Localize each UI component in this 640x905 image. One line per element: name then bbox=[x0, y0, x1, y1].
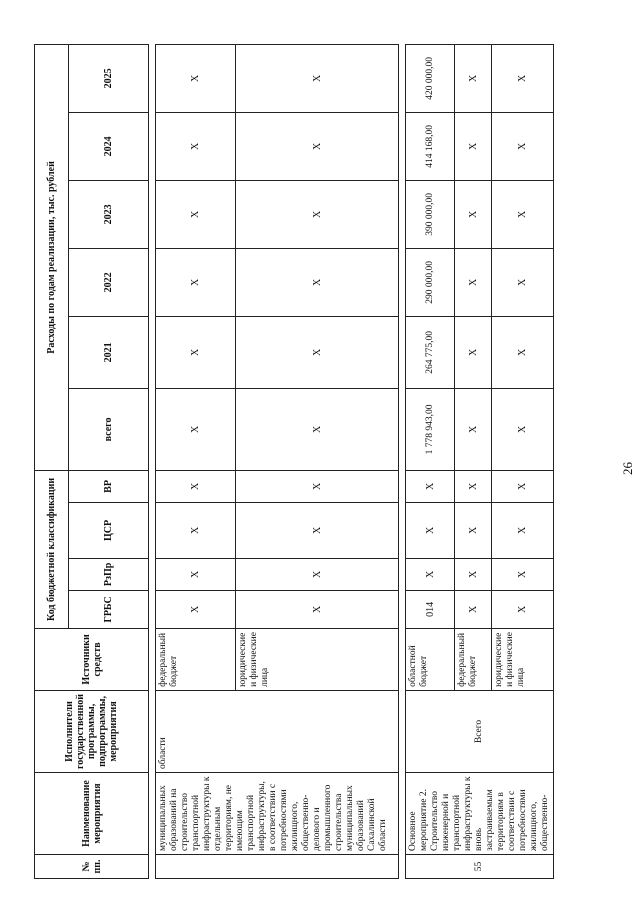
y2025-cell: X bbox=[455, 44, 492, 112]
header-rzpr: РзПр bbox=[69, 558, 149, 590]
y2025-cell: X bbox=[236, 44, 399, 112]
vr-cell: X bbox=[455, 470, 492, 502]
y2023-cell: X bbox=[156, 180, 236, 248]
row-num bbox=[156, 855, 399, 879]
header-grbs: ГРБС bbox=[69, 590, 149, 628]
measure-name: муниципальных образований на строительство транспортной инфраструктуры к отдельным территориям, не имеющим транспортной инфраструктуры, в соответствии с потребностями жилищного, общественно-делового и промышленного строительства муниципальных образований Сахалинской области bbox=[156, 773, 399, 855]
vr-cell: X bbox=[406, 470, 455, 502]
header-executor: Исполнители государственной программы, подпрограммы, мероприятия bbox=[35, 690, 149, 772]
csr-cell: X bbox=[236, 502, 399, 558]
y2025-cell: X bbox=[156, 44, 236, 112]
grbs-cell: X bbox=[236, 590, 399, 628]
source-cell: юридические и физические лица bbox=[492, 628, 554, 690]
y2024-cell: 414 168,00 bbox=[406, 112, 455, 180]
budget-table bbox=[34, 44, 554, 879]
csr-cell: X bbox=[455, 502, 492, 558]
y2023-cell: X bbox=[455, 180, 492, 248]
y2024-cell: X bbox=[156, 112, 236, 180]
y2023-cell: X bbox=[236, 180, 399, 248]
y2021-cell: X bbox=[455, 316, 492, 388]
vr-cell: X bbox=[492, 470, 554, 502]
grbs-cell: X bbox=[156, 590, 236, 628]
y2022-cell: X bbox=[492, 248, 554, 316]
rzpr-cell: X bbox=[406, 558, 455, 590]
y2021-cell: X bbox=[156, 316, 236, 388]
y2025-cell: X bbox=[492, 44, 554, 112]
csr-cell: X bbox=[156, 502, 236, 558]
y2024-cell: X bbox=[455, 112, 492, 180]
y2024-cell: X bbox=[492, 112, 554, 180]
total-cell: 1 778 943,00 bbox=[406, 388, 455, 470]
header-expenses: Расходы по годам реализации, тыс. рублей bbox=[35, 44, 69, 470]
grbs-cell: 014 bbox=[406, 590, 455, 628]
grbs-cell: X bbox=[455, 590, 492, 628]
total-cell: X bbox=[236, 388, 399, 470]
y2023-cell: 390 000,00 bbox=[406, 180, 455, 248]
rzpr-cell: X bbox=[236, 558, 399, 590]
header-2024: 2024 bbox=[69, 112, 149, 180]
y2021-cell: X bbox=[492, 316, 554, 388]
rzpr-cell: X bbox=[455, 558, 492, 590]
rzpr-cell: X bbox=[156, 558, 236, 590]
header-2023: 2023 bbox=[69, 180, 149, 248]
page-number: 26 bbox=[620, 462, 635, 475]
executor-cell: области bbox=[156, 690, 399, 772]
executor-cell: Всего bbox=[406, 690, 554, 772]
source-cell: федеральный бюджет bbox=[156, 628, 236, 690]
header-2021: 2021 bbox=[69, 316, 149, 388]
y2021-cell: X bbox=[236, 316, 399, 388]
vr-cell: X bbox=[156, 470, 236, 502]
header-csr: ЦСР bbox=[69, 502, 149, 558]
vr-cell: X bbox=[236, 470, 399, 502]
header-name: Наименование мероприятия bbox=[35, 773, 149, 855]
header-source: Источники средств bbox=[35, 628, 149, 690]
source-cell: федеральный бюджет bbox=[455, 628, 492, 690]
y2022-cell: X bbox=[236, 248, 399, 316]
header-vr: ВР bbox=[69, 470, 149, 502]
measure-name: Основное мероприятие 2. Строительство инженерной и транспортной инфраструктуры к вновь застраиваемым территориям в соответствии с потребностями жилищного, общественно- bbox=[406, 773, 554, 855]
header-2022: 2022 bbox=[69, 248, 149, 316]
total-cell: X bbox=[455, 388, 492, 470]
y2023-cell: X bbox=[492, 180, 554, 248]
y2025-cell: 420 000,00 bbox=[406, 44, 455, 112]
source-cell: юридические и физические лица bbox=[236, 628, 399, 690]
header-num: № пп. bbox=[35, 855, 149, 879]
y2021-cell: 264 775,00 bbox=[406, 316, 455, 388]
source-cell: областной бюджет bbox=[406, 628, 455, 690]
y2024-cell: X bbox=[236, 112, 399, 180]
y2022-cell: X bbox=[156, 248, 236, 316]
table-row bbox=[406, 44, 455, 878]
grbs-cell: X bbox=[492, 590, 554, 628]
total-cell: X bbox=[156, 388, 236, 470]
y2022-cell: X bbox=[455, 248, 492, 316]
csr-cell: X bbox=[406, 502, 455, 558]
rzpr-cell: X bbox=[492, 558, 554, 590]
header-total: всего bbox=[69, 388, 149, 470]
header-2025: 2025 bbox=[69, 44, 149, 112]
header-bcc: Код бюджетной классификации bbox=[35, 470, 69, 628]
y2022-cell: 290 000,00 bbox=[406, 248, 455, 316]
row-num: 55 bbox=[406, 855, 554, 879]
table-row bbox=[156, 44, 236, 878]
total-cell: X bbox=[492, 388, 554, 470]
csr-cell: X bbox=[492, 502, 554, 558]
